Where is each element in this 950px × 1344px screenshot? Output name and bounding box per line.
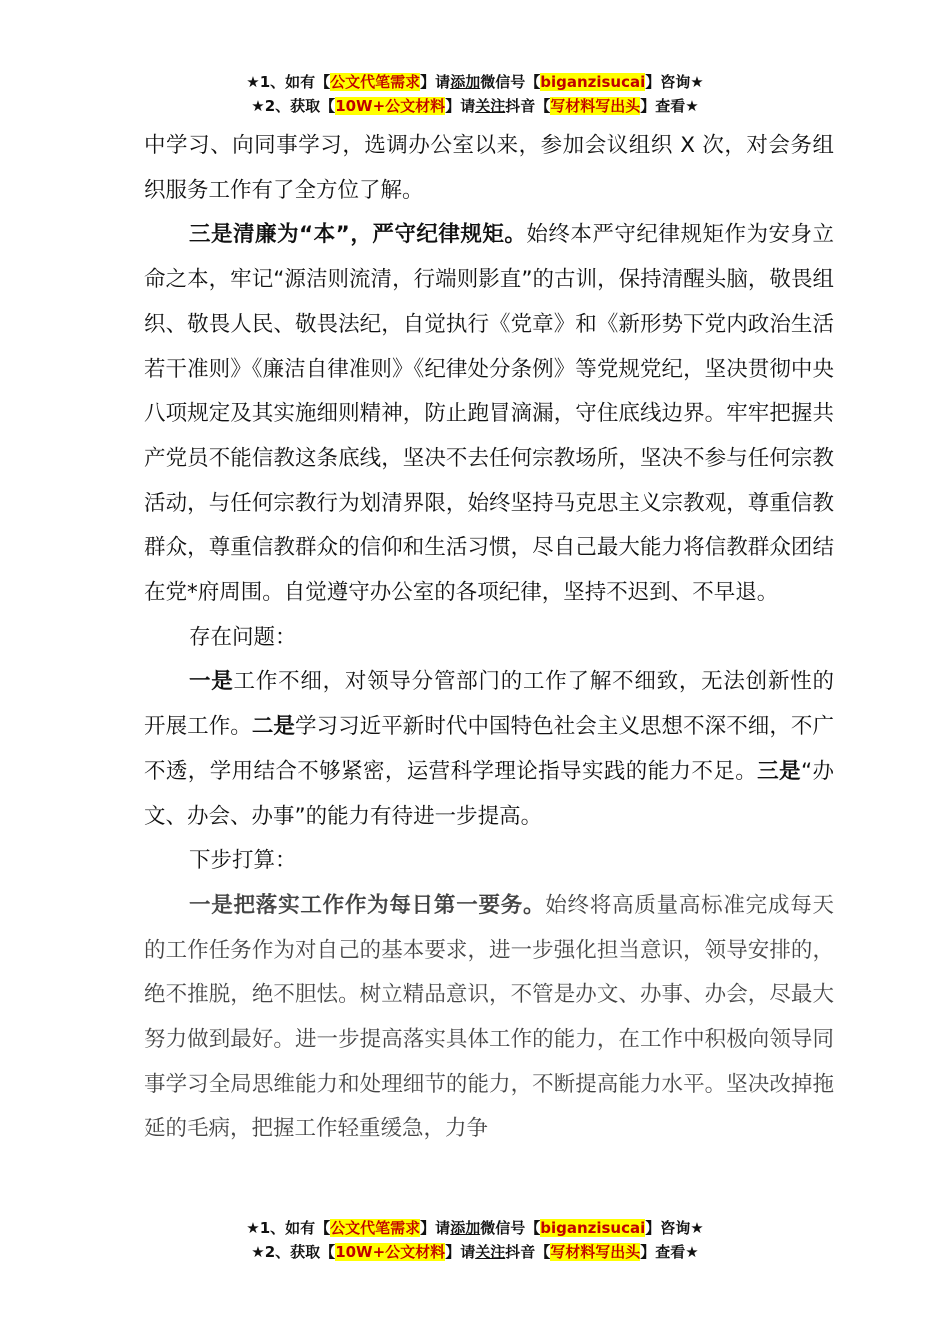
highlight-wechat-id: biganzisucai bbox=[540, 1219, 646, 1237]
paragraph-problems: 一是工作不细，对领导分管部门的工作了解不细致，无法创新性的开展工作。二是学习习近平新时代中国特色社会主义思想不深不细，不广不透，学用结合不够紧密，运营科学理论指导实践的能力不足。三是“办文、办会、办事”的能力有待进一步提高。 bbox=[144, 669, 834, 829]
highlight-douyin: 写材料写出头 bbox=[550, 1243, 641, 1261]
document-body bbox=[144, 124, 834, 1152]
section-heading-plans: 下步打算： bbox=[189, 848, 297, 874]
paragraph-integrity: 三是清廉为“本”，严守纪律规矩。始终本严守纪律规矩作为安身立命之本，牢记“源洁则流清，行端则影直”的古训，保持清醒头脑，敬畏组织、敬畏人民、敬畏法纪，自觉执行《党章》和《新形势下党内政治生活若干准则》《廉洁自律准则》《纪律处分条例》等党规党纪，坚决贯彻中央八项规定及其实施细则精神，防止跑冒滴漏，守住底线边界。牢牢把握共产党员不能信教这条底线，坚决不去任何宗教场所，坚决不参与任何宗教活动，与任何宗教行为划清界限，始终坚持马克思主义宗教观，尊重信教群众，尊重信教群众的信仰和生活习惯，尽自己最大能力将信教群众团结在党*府周围。自觉遵守办公室的各项纪律，坚持不迟到、不早退。 bbox=[144, 222, 834, 606]
highlight-service: 公文代笔需求 bbox=[330, 73, 421, 91]
highlight-wechat-id: biganzisucai bbox=[540, 73, 646, 91]
banner-line-2: ★2、获取【10W+公文材料】请关注抖音【写材料写出头】查看★ bbox=[251, 1243, 699, 1261]
highlight-service: 公文代笔需求 bbox=[330, 1219, 421, 1237]
paragraph-plan-1: 一是把落实工作作为每日第一要务。始终将高质量高标准完成每天的工作任务作为对自己的基本要求，进一步强化担当意识，领导安排的，绝不推脱，绝不胆怯。树立精品意识，不管是办文、办事、办会，尽最大努力做到最好。进一步提高落实具体工作的能力，在工作中积极向领导同事学习全局思维能力和处理细节的能力，不断提高能力水平。坚决改掉拖延的毛病，把握工作轻重缓急，力争 bbox=[144, 892, 834, 1142]
paragraph-heading: 三是清廉为“本”，严守纪律规矩。 bbox=[189, 222, 527, 248]
banner-line-2: ★2、获取【10W+公文材料】请关注抖音【写材料写出头】查看★ bbox=[251, 97, 699, 115]
highlight-douyin: 写材料写出头 bbox=[550, 97, 641, 115]
highlight-materials: 10W+公文材料 bbox=[335, 1243, 446, 1261]
banner-line-1: ★1、如有【公文代笔需求】请添加微信号【biganzisucai】咨询★ bbox=[246, 1219, 704, 1237]
section-heading-problems: 存在问题： bbox=[189, 624, 297, 650]
highlight-materials: 10W+公文材料 bbox=[335, 97, 446, 115]
paragraph-continuation: 中学习、向同事学习，选调办公室以来，参加会议组织 X 次，对会务组织服务工作有了全方位了解。 bbox=[144, 133, 834, 203]
paragraph-heading: 一是把落实工作作为每日第一要务。 bbox=[189, 892, 546, 918]
header-banner bbox=[0, 70, 950, 118]
banner-line-1: ★1、如有【公文代笔需求】请添加微信号【biganzisucai】咨询★ bbox=[246, 73, 704, 91]
footer-banner bbox=[0, 1216, 950, 1264]
